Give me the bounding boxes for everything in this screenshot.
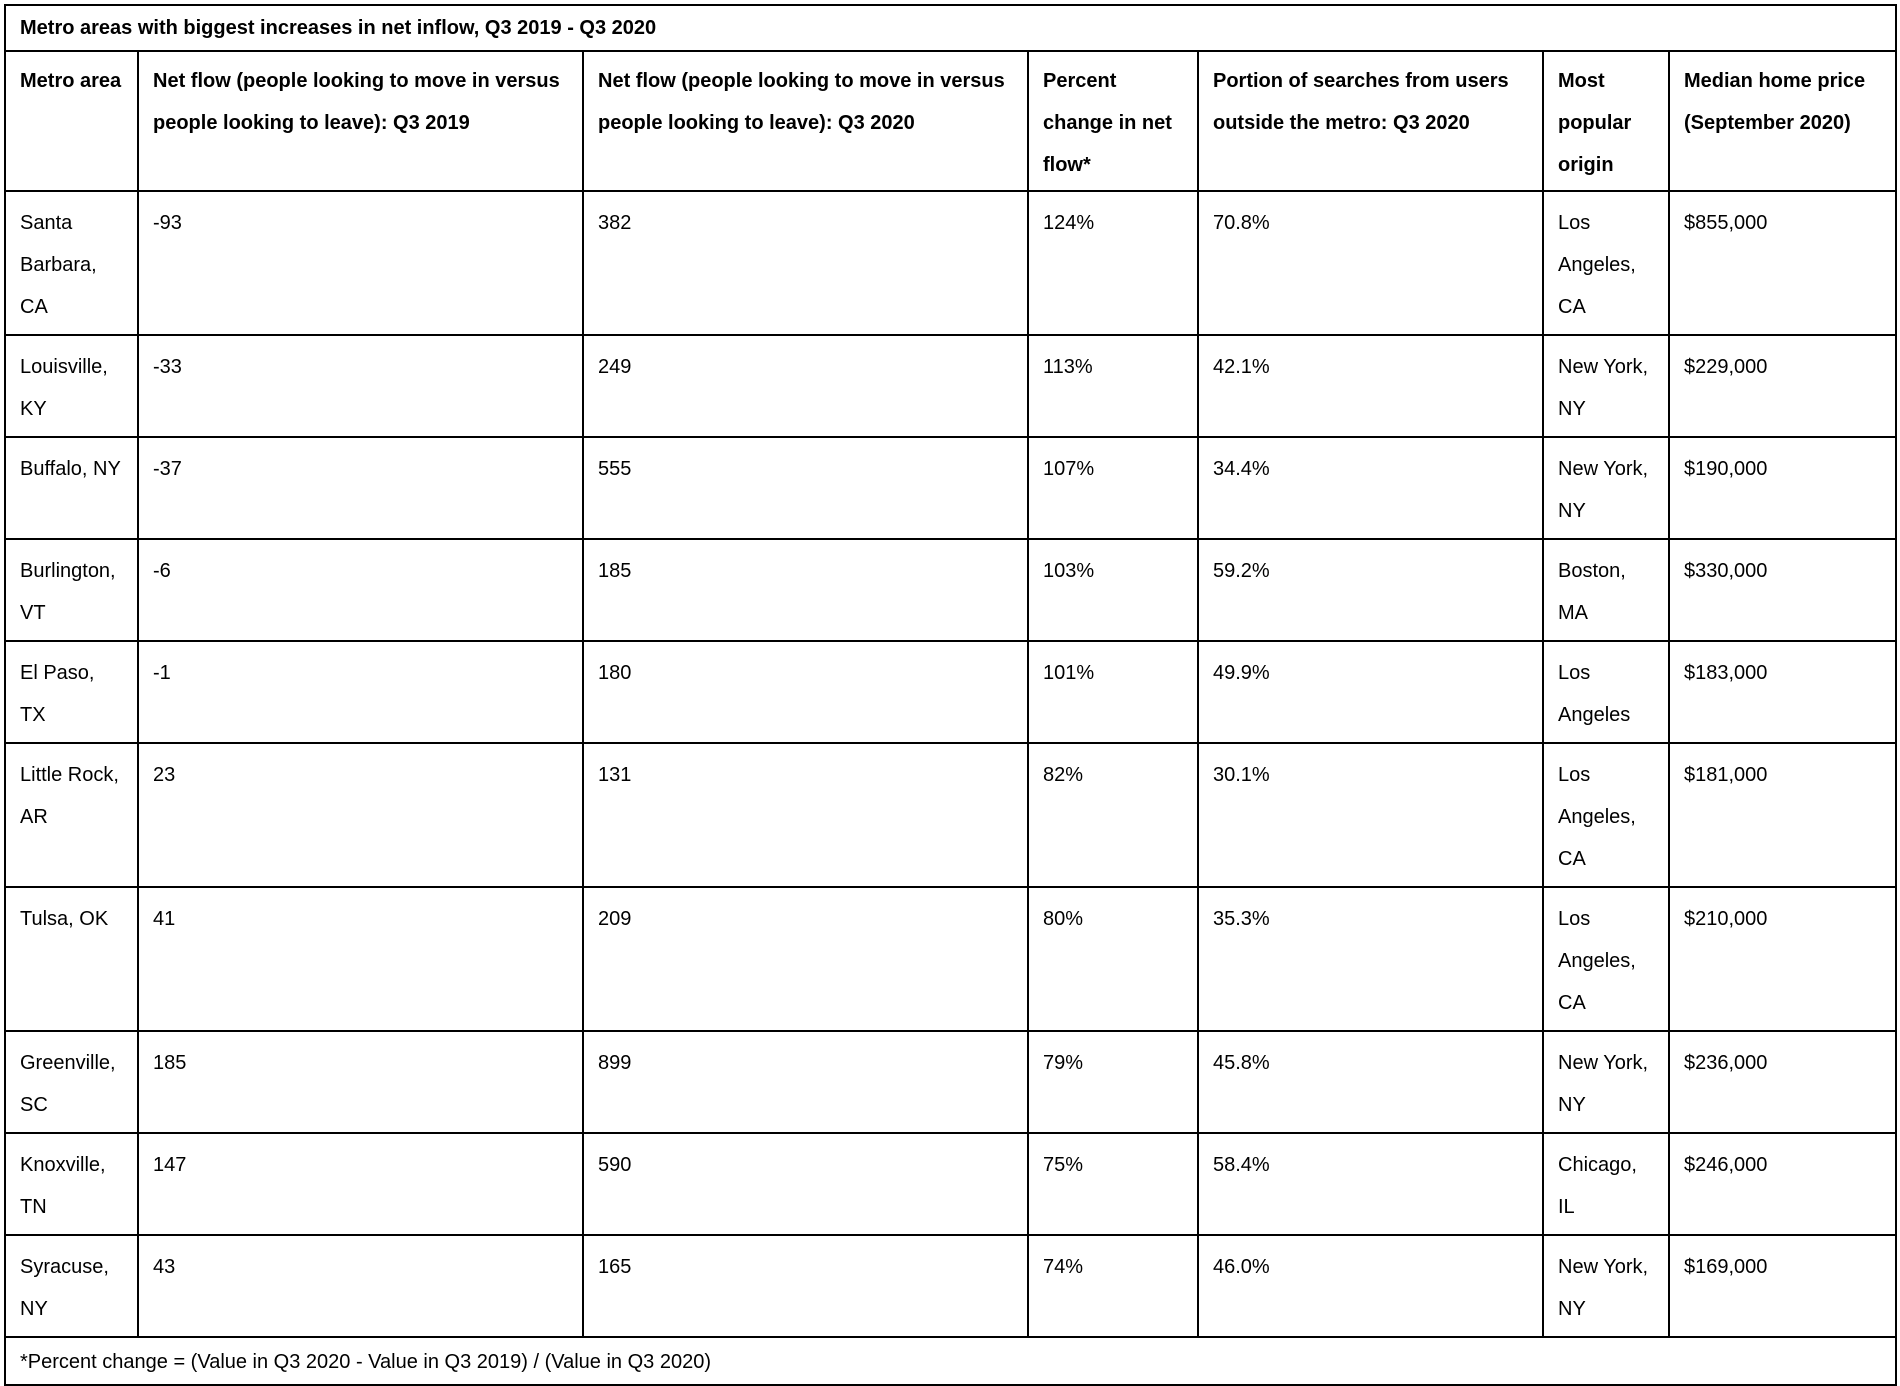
- table-cell: El Paso, TX: [5, 641, 138, 743]
- table-cell: 43: [138, 1235, 583, 1337]
- table-cell: Los Angeles, CA: [1543, 743, 1669, 887]
- table-cell: $183,000: [1669, 641, 1896, 743]
- column-header: Net flow (people looking to move in versus people looking to leave): Q3 2020: [583, 51, 1028, 191]
- column-header: Percent change in net flow*: [1028, 51, 1198, 191]
- table-cell: New York, NY: [1543, 1031, 1669, 1133]
- table-row: [5, 539, 1896, 641]
- table-cell: 131: [583, 743, 1028, 887]
- table-cell: 101%: [1028, 641, 1198, 743]
- table-row: [5, 1133, 1896, 1235]
- column-header: Portion of searches from users outside the metro: Q3 2020: [1198, 51, 1543, 191]
- table-cell: $330,000: [1669, 539, 1896, 641]
- table-cell: 80%: [1028, 887, 1198, 1031]
- table-cell: New York, NY: [1543, 335, 1669, 437]
- table-cell: 34.4%: [1198, 437, 1543, 539]
- table-cell: 49.9%: [1198, 641, 1543, 743]
- table-cell: 23: [138, 743, 583, 887]
- table-title: Metro areas with biggest increases in net inflow, Q3 2019 - Q3 2020: [5, 5, 1896, 51]
- table-row: [5, 437, 1896, 539]
- table-cell: 42.1%: [1198, 335, 1543, 437]
- table-cell: 209: [583, 887, 1028, 1031]
- column-header-row: [5, 51, 1896, 191]
- table-cell: 107%: [1028, 437, 1198, 539]
- table-cell: -93: [138, 191, 583, 335]
- table-cell: 899: [583, 1031, 1028, 1133]
- table-cell: 165: [583, 1235, 1028, 1337]
- table-body: [5, 191, 1896, 1337]
- table-cell: Louisville, KY: [5, 335, 138, 437]
- table-cell: 113%: [1028, 335, 1198, 437]
- table-cell: 249: [583, 335, 1028, 437]
- table-cell: Burlington, VT: [5, 539, 138, 641]
- table-cell: $210,000: [1669, 887, 1896, 1031]
- table-row: [5, 191, 1896, 335]
- table-cell: 590: [583, 1133, 1028, 1235]
- table-cell: $229,000: [1669, 335, 1896, 437]
- table-cell: 30.1%: [1198, 743, 1543, 887]
- table-cell: 82%: [1028, 743, 1198, 887]
- table-row: [5, 887, 1896, 1031]
- table-cell: 180: [583, 641, 1028, 743]
- table-cell: -37: [138, 437, 583, 539]
- table-row: [5, 1235, 1896, 1337]
- table-cell: $236,000: [1669, 1031, 1896, 1133]
- table-cell: $181,000: [1669, 743, 1896, 887]
- table-cell: $855,000: [1669, 191, 1896, 335]
- table-cell: 185: [138, 1031, 583, 1133]
- table-cell: Tulsa, OK: [5, 887, 138, 1031]
- column-header: Metro area: [5, 51, 138, 191]
- table-cell: Los Angeles: [1543, 641, 1669, 743]
- table-cell: Buffalo, NY: [5, 437, 138, 539]
- table-cell: 382: [583, 191, 1028, 335]
- column-header: Median home price (September 2020): [1669, 51, 1896, 191]
- table-cell: 74%: [1028, 1235, 1198, 1337]
- table-cell: -6: [138, 539, 583, 641]
- table-cell: Greenville, SC: [5, 1031, 138, 1133]
- table-cell: -1: [138, 641, 583, 743]
- table-cell: 185: [583, 539, 1028, 641]
- table-cell: 75%: [1028, 1133, 1198, 1235]
- table-cell: Knoxville, TN: [5, 1133, 138, 1235]
- table-cell: 147: [138, 1133, 583, 1235]
- column-header: Most popular origin: [1543, 51, 1669, 191]
- table-row: [5, 743, 1896, 887]
- table-cell: 41: [138, 887, 583, 1031]
- table-cell: Syracuse, NY: [5, 1235, 138, 1337]
- column-header: Net flow (people looking to move in versus people looking to leave): Q3 2019: [138, 51, 583, 191]
- table-cell: $169,000: [1669, 1235, 1896, 1337]
- table-cell: 35.3%: [1198, 887, 1543, 1031]
- table-footnote: *Percent change = (Value in Q3 2020 - Value in Q3 2019) / (Value in Q3 2020): [5, 1337, 1896, 1385]
- table-row: [5, 641, 1896, 743]
- table-cell: Los Angeles, CA: [1543, 887, 1669, 1031]
- table-cell: 58.4%: [1198, 1133, 1543, 1235]
- table-cell: $246,000: [1669, 1133, 1896, 1235]
- table-cell: 46.0%: [1198, 1235, 1543, 1337]
- metro-inflow-table: [4, 4, 1897, 1386]
- table-cell: Los Angeles, CA: [1543, 191, 1669, 335]
- table-cell: 70.8%: [1198, 191, 1543, 335]
- table-cell: New York, NY: [1543, 437, 1669, 539]
- table-cell: Little Rock, AR: [5, 743, 138, 887]
- table-cell: 59.2%: [1198, 539, 1543, 641]
- table-row: [5, 1031, 1896, 1133]
- table-cell: 103%: [1028, 539, 1198, 641]
- table-container: [4, 4, 1895, 1386]
- table-row: [5, 335, 1896, 437]
- table-cell: 79%: [1028, 1031, 1198, 1133]
- table-cell: -33: [138, 335, 583, 437]
- table-cell: New York, NY: [1543, 1235, 1669, 1337]
- table-cell: 124%: [1028, 191, 1198, 335]
- table-cell: 555: [583, 437, 1028, 539]
- table-cell: $190,000: [1669, 437, 1896, 539]
- table-cell: 45.8%: [1198, 1031, 1543, 1133]
- table-cell: Santa Barbara, CA: [5, 191, 138, 335]
- table-cell: Chicago, IL: [1543, 1133, 1669, 1235]
- table-cell: Boston, MA: [1543, 539, 1669, 641]
